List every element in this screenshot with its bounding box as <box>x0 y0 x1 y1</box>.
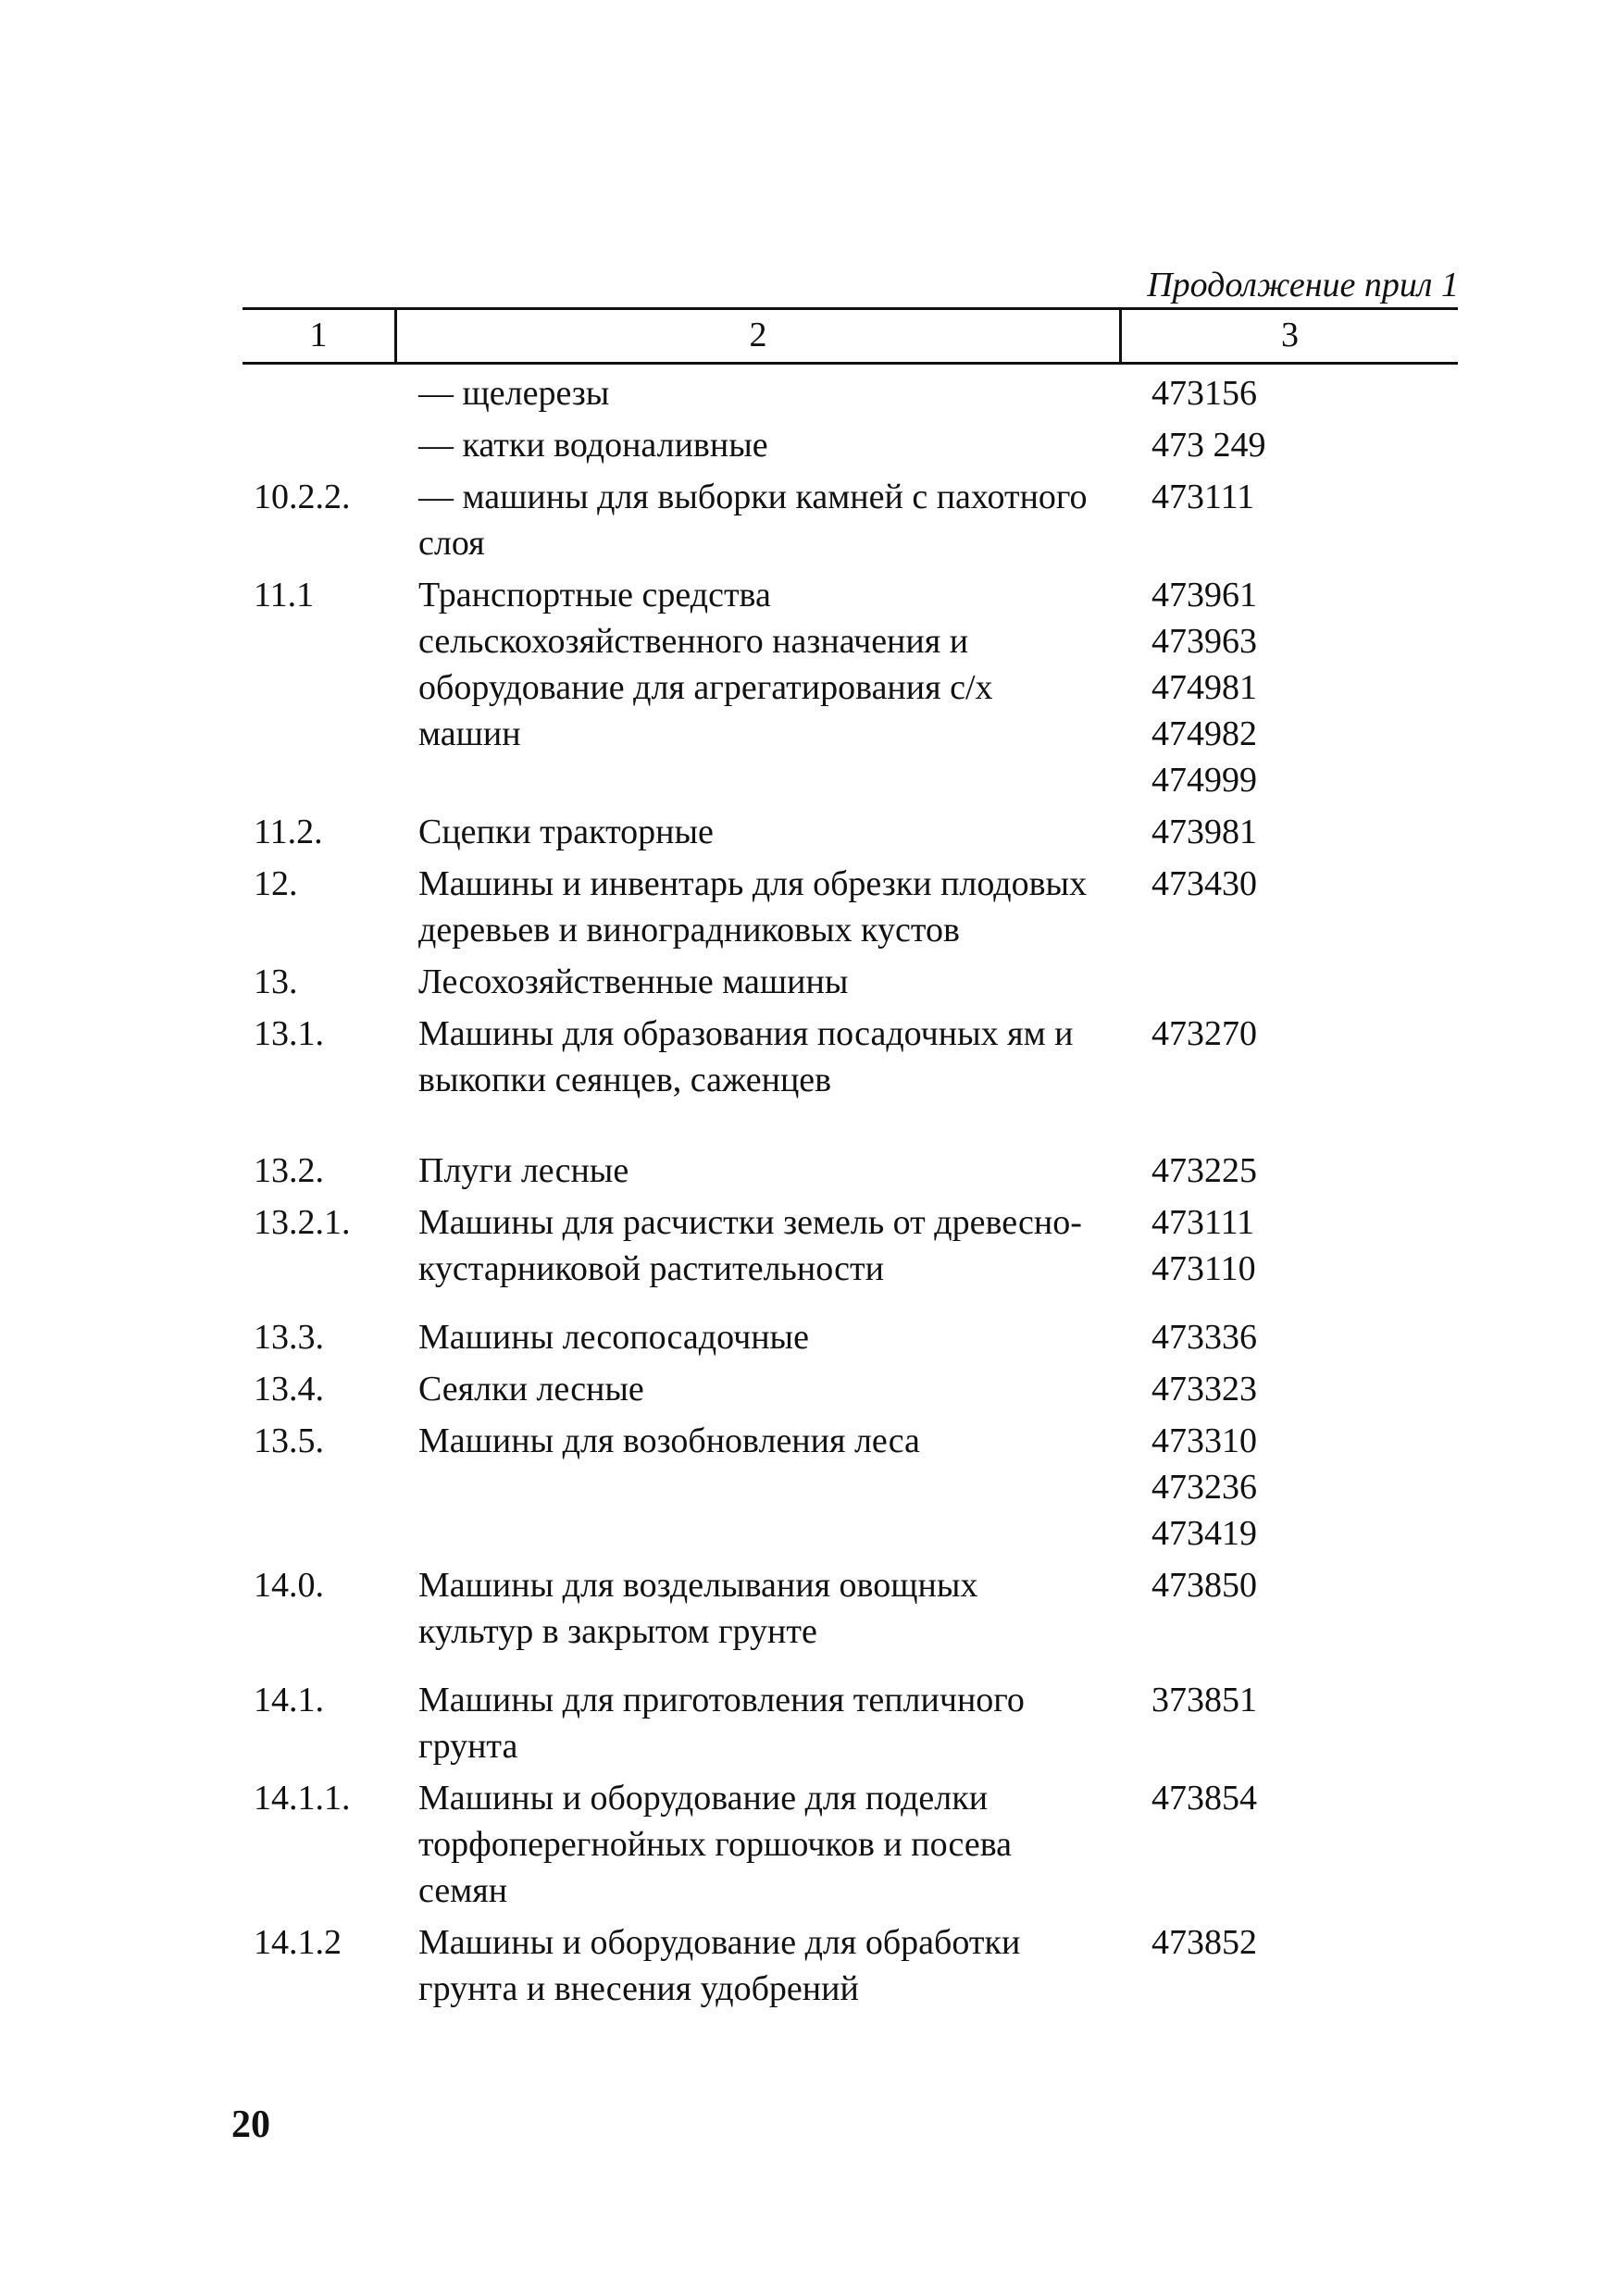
row-description: — щелерезы <box>418 374 610 413</box>
row-description: — катки водоналивные <box>418 426 768 465</box>
row-codes <box>1100 959 1458 1005</box>
row-description: Машины для приготовления тепличного грунта <box>418 1681 1025 1766</box>
row-description: Машины и оборудование для обработки грунта и внесения удобрений <box>418 1923 1021 2008</box>
row-code: 473110 <box>1151 1249 1256 1288</box>
row-codes <box>1100 474 1458 566</box>
table-row <box>243 809 1458 855</box>
row-number: 13.2.1. <box>254 1203 351 1242</box>
row-code: 473310 <box>1151 1421 1257 1460</box>
row-number: 12. <box>254 864 298 903</box>
row-code: 473981 <box>1151 813 1257 851</box>
row-description: Машины и оборудование для поделки торфоперегнойных горшочков и посева семян <box>418 1779 1013 1910</box>
table-row <box>243 1919 1458 2012</box>
table-row <box>243 1199 1458 1292</box>
row-description: Машины для возделывания овощных культур в закрытом грунте <box>418 1566 978 1651</box>
row-codes <box>1100 1919 1458 2012</box>
row-code: 473111 <box>1151 478 1255 516</box>
row-code: 473430 <box>1151 864 1257 903</box>
column-header-2: 2 <box>397 310 1122 362</box>
column-header-1: 1 <box>243 310 397 362</box>
appendix-table <box>243 307 1458 2017</box>
row-codes <box>1100 1418 1458 1557</box>
page-number: 20 <box>231 2104 270 2146</box>
row-code: 473854 <box>1151 1779 1257 1818</box>
row-description: Сеялки лесные <box>418 1370 644 1409</box>
row-code: 473156 <box>1151 374 1257 413</box>
row-code: 473323 <box>1151 1370 1257 1409</box>
table-row <box>243 370 1458 416</box>
table-row <box>243 1677 1458 1769</box>
row-number: 10.2.2. <box>254 478 351 516</box>
row-number: 13.1. <box>254 1014 324 1053</box>
table-row <box>243 1418 1458 1557</box>
row-codes <box>1100 1314 1458 1360</box>
row-code: 473236 <box>1151 1468 1257 1507</box>
row-code: 474982 <box>1151 714 1257 753</box>
row-description: Машины и инвентарь для обрезки плодовых деревьев и виноградниковых кустов <box>418 864 1088 949</box>
row-description: Сцепки тракторные <box>418 813 714 851</box>
row-code: 474999 <box>1151 761 1257 800</box>
row-number: 14.1.2 <box>254 1923 342 1962</box>
row-code: 473111 <box>1151 1203 1255 1242</box>
table-row <box>243 1314 1458 1360</box>
row-description: Машины лесопосадочные <box>418 1318 809 1357</box>
row-number: 13. <box>254 962 298 1001</box>
row-code: 373851 <box>1151 1681 1257 1719</box>
row-codes <box>1100 861 1458 953</box>
row-code: 473 249 <box>1151 426 1266 465</box>
row-codes <box>1100 1199 1458 1292</box>
table-row <box>243 1011 1458 1103</box>
table-body <box>243 365 1458 2012</box>
row-number: 13.4. <box>254 1370 324 1409</box>
table-row <box>243 1562 1458 1655</box>
row-codes <box>1100 1148 1458 1194</box>
row-codes <box>1100 1366 1458 1412</box>
row-code: 473961 <box>1151 576 1257 614</box>
row-description: Машины для возобновления леса <box>418 1421 920 1460</box>
row-code: 473225 <box>1151 1151 1257 1190</box>
row-codes <box>1100 1677 1458 1769</box>
row-number: 14.1. <box>254 1681 324 1719</box>
row-number <box>243 370 396 416</box>
row-codes <box>1100 422 1458 468</box>
row-description: Плуги лесные <box>418 1151 629 1190</box>
row-codes <box>1100 1562 1458 1655</box>
row-number: 13.2. <box>254 1151 324 1190</box>
row-codes <box>1100 1775 1458 1914</box>
row-number: 13.5. <box>254 1421 324 1460</box>
row-description: Машины для образования посадочных ям и выкопки сеянцев, саженцев <box>418 1014 1074 1099</box>
row-code: 474981 <box>1151 668 1257 707</box>
table-row <box>243 1366 1458 1412</box>
column-header-3: 3 <box>1281 316 1299 354</box>
row-codes <box>1100 572 1458 803</box>
row-description: — машины для выборки камней с пахотного слоя <box>418 478 1088 563</box>
table-row <box>243 572 1458 803</box>
table-caption: Продолжение прил 1 <box>1147 266 1459 304</box>
row-code: 473270 <box>1151 1014 1257 1053</box>
row-description: Лесохозяйственные машины <box>418 962 849 1001</box>
row-number: 13.3. <box>254 1318 324 1357</box>
row-code: 473850 <box>1151 1566 1257 1605</box>
table-row <box>243 422 1458 468</box>
row-code: 473963 <box>1151 622 1257 661</box>
row-number: 11.1 <box>254 576 315 614</box>
row-description: Транспортные средства сельскохозяйственного назначения и оборудование для агрегатирования с/х машин <box>418 576 993 753</box>
row-code: 473419 <box>1151 1514 1257 1553</box>
table-header <box>243 307 1458 365</box>
table-row <box>243 1775 1458 1914</box>
row-number: 14.0. <box>254 1566 324 1605</box>
table-row <box>243 959 1458 1005</box>
table-row <box>243 1148 1458 1194</box>
row-codes <box>1100 1011 1458 1103</box>
row-number: 11.2. <box>254 813 323 851</box>
row-codes <box>1100 370 1458 416</box>
row-number: 14.1.1. <box>254 1779 351 1818</box>
row-number <box>243 422 396 468</box>
row-code: 473852 <box>1151 1923 1257 1962</box>
table-row <box>243 474 1458 566</box>
row-description: Машины для расчистки земель от древесно-кустарниковой растительности <box>418 1203 1082 1288</box>
table-row <box>243 861 1458 953</box>
row-codes <box>1100 809 1458 855</box>
row-code: 473336 <box>1151 1318 1257 1357</box>
